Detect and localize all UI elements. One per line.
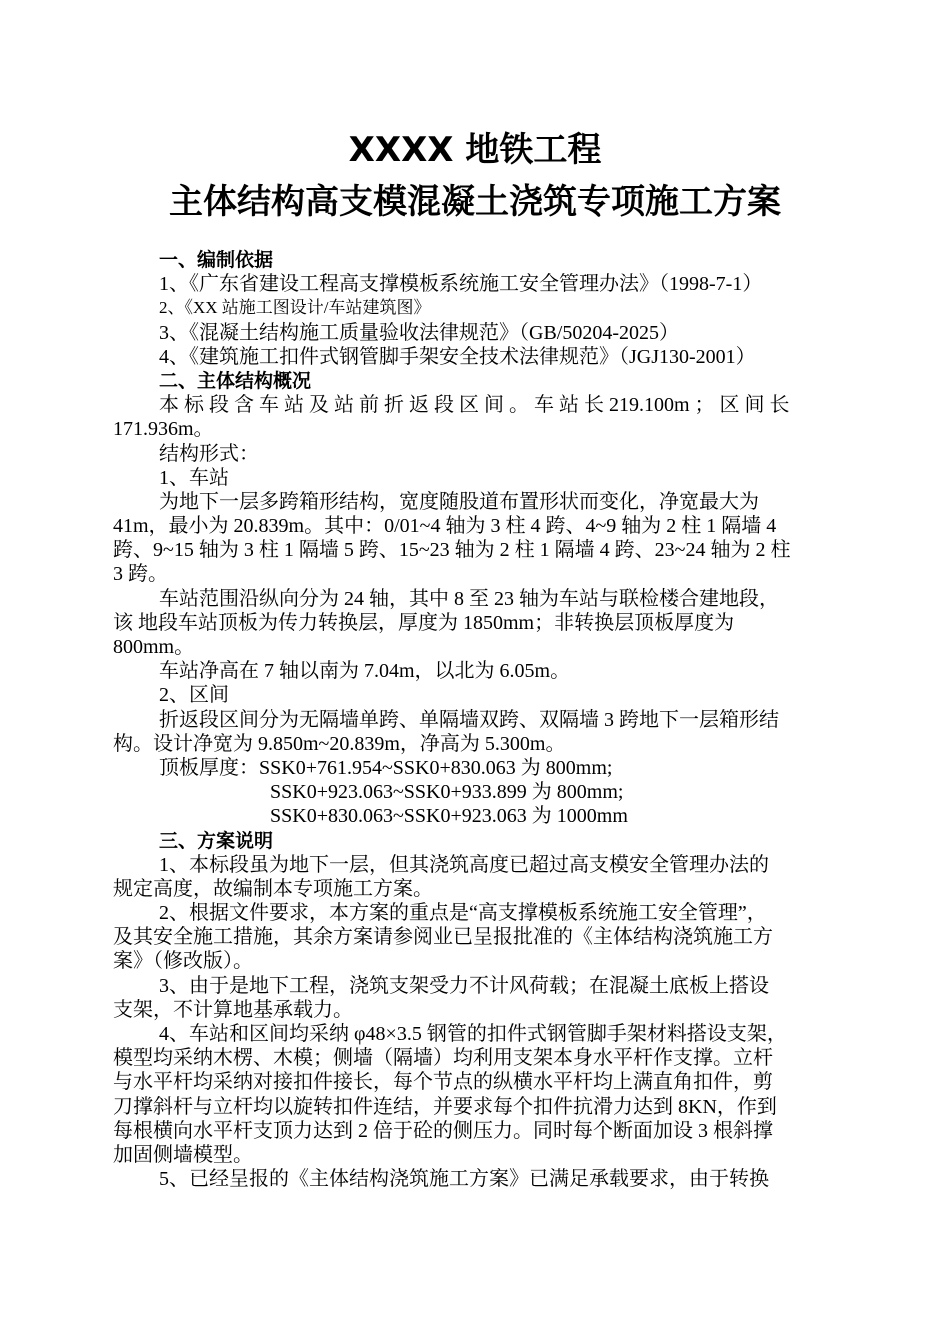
slab-thickness-line: 顶板厚度：SSK0+761.954~SSK0+830.063 为 800mm; <box>159 756 613 779</box>
paragraph-line: 加固侧墙模型。 <box>113 1143 253 1166</box>
paragraph-line: 刀撑斜杆与立杆均以旋转扣件连结，并要求每个扣件抗滑力达到 8KN，作到 <box>113 1095 777 1118</box>
paragraph-line: 跨、9~15 轴为 3 柱 1 隔墙 5 跨、15~23 轴为 2 柱 1 隔墙 4 跨、23~24 轴为 2 柱 <box>113 539 791 562</box>
paragraph-line: 171.936m。 <box>113 418 214 441</box>
paragraph-line: 模型均采纳木楞、木模；侧墙（隔墙）均利用支架本身水平杆作支撑。立杆 <box>113 1047 773 1070</box>
paragraph-line: 4、车站和区间均采纳 φ48×3.5 钢管的扣件式钢管脚手架材料搭设支架， <box>159 1023 787 1045</box>
paragraph-line: 800mm。 <box>113 636 195 658</box>
paragraph-line: 为地下一层多跨箱形结构，宽度随股道布置形状而变化，净宽最大为 <box>159 490 759 513</box>
paragraph-line: 5、已经呈报的《主体结构浇筑施工方案》已满足承载要求，由于转换 <box>159 1168 769 1191</box>
paragraph-line: 41m，最小为 20.839m。其中：0/01~4 轴为 3 柱 4 跨、4~9 轴为 2 柱 1 隔墙 4 <box>113 515 777 538</box>
paragraph-line: 车站净高在 7 轴以南为 7.04m，以北为 6.05m。 <box>159 660 571 683</box>
paragraph-line: 支架，不计算地基承载力。 <box>113 998 353 1021</box>
subheading-station: 1、车站 <box>159 466 229 489</box>
subheading-interval: 2、区间 <box>159 684 229 707</box>
paragraph-line: 规定高度，故编制本专项施工方案。 <box>113 877 433 900</box>
paragraph-line: 3、由于是地下工程，浇筑支架受力不计风荷载；在混凝土底板上搭设 <box>159 974 769 997</box>
section-heading-overview: 二、主体结构概况 <box>159 369 312 392</box>
basis-item: 2、《XX 站施工图设计/车站建筑图》 <box>159 298 431 318</box>
structure-form-label: 结构形式： <box>159 442 259 465</box>
paragraph-line: 案》（修改版）。 <box>113 950 253 973</box>
basis-item: 1、《广东省建设工程高支撑模板系统施工安全管理办法》（1998-7-1） <box>159 273 763 296</box>
section-heading-basis: 一、编制依据 <box>159 249 274 271</box>
paragraph-line: 折返段区间分为无隔墙单跨、单隔墙双跨、双隔墙 3 跨地下一层箱形结 <box>159 708 779 731</box>
basis-item: 3、《混凝土结构施工质量验收法律规范》（GB/50204-2025） <box>159 321 679 344</box>
paragraph-line: 车站范围沿纵向分为 24 轴，其中 8 至 23 轴为车站与联检楼合建地段， <box>159 587 779 610</box>
paragraph-line: 构。设计净宽为 9.850m~20.839m，净高为 5.300m。 <box>113 732 566 755</box>
paragraph-line: 及其安全施工措施，其余方案请参阅业已呈报批准的《主体结构浇筑施工方 <box>113 926 773 949</box>
doc-title-line1: XXXX 地铁工程 <box>348 130 602 170</box>
paragraph-line: 每根横向水平杆支顶力达到 2 倍于砼的侧压力。同时每个断面加设 3 根斜撑 <box>113 1119 773 1142</box>
section-heading-plan: 三、方案说明 <box>159 829 274 852</box>
paragraph-line: 与水平杆均采纳对接扣件接长，每个节点的纵横水平杆均上满直角扣件，剪 <box>113 1071 773 1094</box>
slab-thickness-line: SSK0+923.063~SSK0+933.899 为 800mm; <box>270 781 624 804</box>
paragraph-line: 本 标 段 含 车 站 及 站 前 折 返 段 区 间 。 车 站 长 219.100m ； 区 间 长 <box>159 394 790 417</box>
paragraph-line: 该 地段车站顶板为传力转换层，厚度为 1850mm；非转换层顶板厚度为 <box>113 611 735 634</box>
doc-title-line2: 主体结构高支模混凝土浇筑专项施工方案 <box>169 182 781 222</box>
basis-item: 4、《建筑施工扣件式钢管脚手架安全技术法律规范》（JGJ130-2001） <box>159 345 756 368</box>
paragraph-line: 2、根据文件要求，本方案的重点是“高支撑模板系统施工安全管理”， <box>159 902 767 925</box>
paragraph-line: 1、本标段虽为地下一层，但其浇筑高度已超过高支模安全管理办法的 <box>159 853 769 876</box>
slab-thickness-line: SSK0+830.063~SSK0+923.063 为 1000mm <box>270 805 628 828</box>
document-body <box>113 248 859 1191</box>
paragraph-line: 3 跨。 <box>113 563 168 586</box>
